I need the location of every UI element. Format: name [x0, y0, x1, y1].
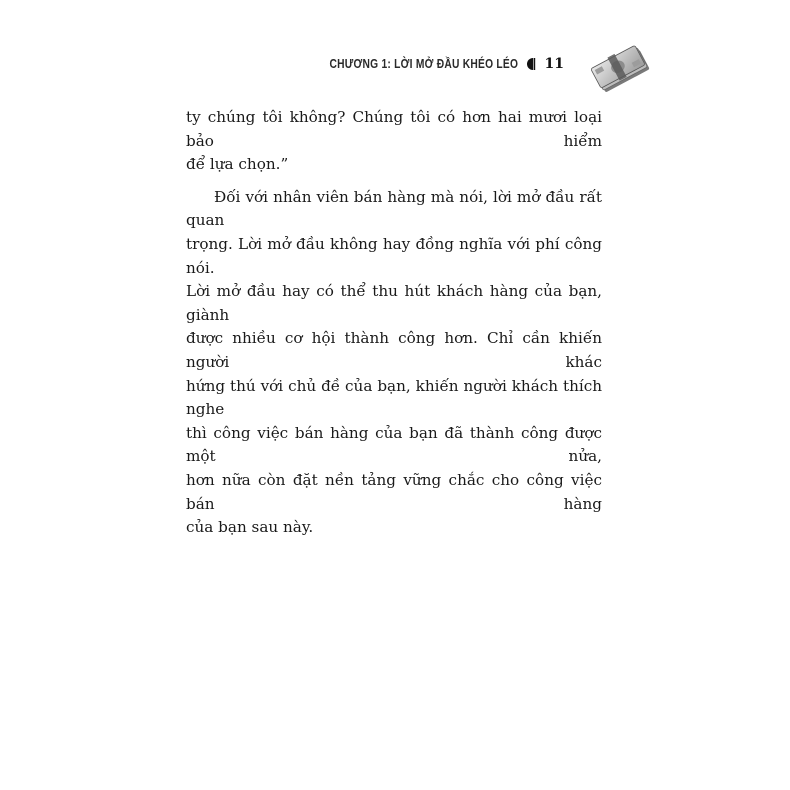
money-stack-icon: [590, 40, 654, 96]
text-line: được nhiều cơ hội thành công hơn. Chỉ cần khiến người khác: [186, 329, 602, 371]
page-number: 11: [544, 56, 564, 72]
text-line: của bạn sau này.: [186, 518, 314, 537]
text-line: hơn nữa còn đặt nền tảng vững chắc cho công việc bán hàng: [186, 470, 602, 513]
paragraph: [186, 186, 602, 540]
text-line: Đối với nhân viên bán hàng mà nói, lời mở đầu rất quan: [186, 187, 602, 230]
text-line: để lựa chọn.”: [186, 155, 289, 174]
text-line: thì công việc bán hàng của bạn đã thành công được một nửa,: [186, 423, 602, 466]
text-line: trọng. Lời mở đầu không hay đồng nghĩa với phí công nói.: [186, 234, 602, 277]
half-circle-icon: [525, 57, 537, 71]
body-text: [186, 106, 602, 540]
running-header: [288, 56, 564, 72]
text-line: Lời mở đầu hay có thể thu hút khách hàng của bạn, giành: [186, 282, 602, 324]
text-line: hứng thú với chủ đề của bạn, khiến người khách thích nghe: [186, 376, 602, 419]
text-line: ty chúng tôi không? Chúng tôi có hơn hai mươi loại bảo hiểm: [186, 108, 602, 150]
paragraph-continued: [186, 106, 602, 177]
chapter-title: CHƯƠNG 1: LỜI MỞ ĐẦU KHÉO LÉO: [329, 57, 519, 71]
